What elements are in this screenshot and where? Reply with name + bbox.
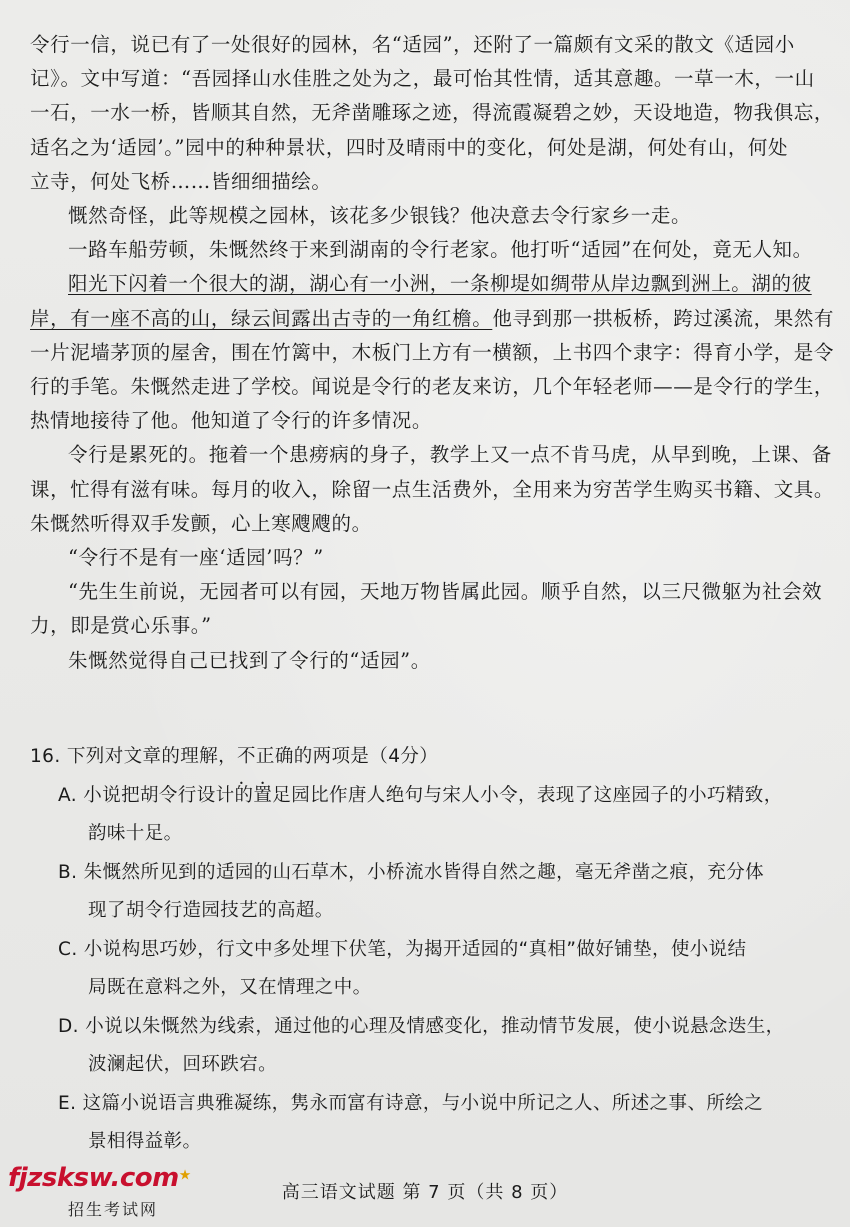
option-e-continued: 景相得益彰。 xyxy=(88,1131,202,1152)
logo-subtitle: 招生考试网 xyxy=(68,1200,159,1219)
option-b xyxy=(30,854,820,893)
page-footer: 高三语文试题 第 7 页（共 8 页） xyxy=(281,1182,569,1203)
option-d xyxy=(30,1008,820,1047)
option-text: 朱慨然所见到的适园的山石草木，小桥流水皆得自然之趣，毫无斧凿之痕，充分体 xyxy=(83,861,765,883)
option-label: E. xyxy=(58,1092,77,1114)
option-label: D. xyxy=(58,1015,79,1037)
passage xyxy=(30,28,835,678)
passage-fragment: 他寻到那一拱板桥，跨过溪流，果然有 xyxy=(492,306,835,330)
passage-line: 令行是累死的。拖着一个患痨病的身子，教学上又一点不肯马虎，从早到晚，上课、备 xyxy=(68,443,832,467)
emphasis-dotted: 不正确 • • xyxy=(237,746,294,767)
passage-line: “令行不是有一座‘适园’吗？” xyxy=(68,546,324,570)
passage-line: 记》。文中写道：“吾园择山水佳胜之处为之，最可怡其性情，适其意趣。一草一木，一山 xyxy=(30,67,815,91)
passage-line: 课，忙得有滋有味。每月的收入，除留一点生活费外，全用来为穷苦学生购买书籍、文具。 xyxy=(30,477,835,501)
passage-line-mixed xyxy=(30,302,835,336)
question-number: 16. xyxy=(30,746,61,767)
logo-wordmark: fjzsksw.com xyxy=(8,1163,179,1193)
passage-line: 适名之为‘适园’。”园中的种种景状，四时及晴雨中的变化，何处是湖，何处有山，何处 xyxy=(30,135,789,159)
passage-line: 慨然奇怪，此等规模之园林，该花多少银钱？他决意去令行家乡一走。 xyxy=(68,204,692,228)
underlined-passage-fragment: 岸，有一座不高的山，绿云间露出古寺的一角红檐。 xyxy=(30,306,493,330)
question-16 xyxy=(30,738,820,1162)
option-text: 小说构思巧妙，行文中多处埋下伏笔，为揭开适园的“真相”做好铺垫，使小说结 xyxy=(83,938,747,960)
passage-line: 力，即是赏心乐事。” xyxy=(30,614,212,638)
passage-line: 立寺，何处飞桥……皆细细描绘。 xyxy=(30,169,332,193)
question-stem-text: 下列对文章的理解， xyxy=(66,746,238,767)
option-b-continued: 现了胡令行造园技艺的高超。 xyxy=(88,900,334,921)
passage-line: 热情地接待了他。他知道了令行的许多情况。 xyxy=(30,409,433,433)
passage-line: 一路车船劳顿，朱慨然终于来到湖南的令行老家。他打听“适园”在何处，竟无人知。 xyxy=(68,238,813,262)
passage-line: 令行一信，说已有了一处很好的园林，名“适园”，还附了一篇颇有文采的散文《适园小 xyxy=(30,33,795,56)
passage-line: 一片泥墙茅顶的屋舍，围在竹篱中，木板门上方有一横额，上书四个隶字：得育小学，是令 xyxy=(30,340,835,364)
option-c xyxy=(30,931,820,970)
passage-line: 行的手笔。朱慨然走进了学校。闻说是令行的老友来访，几个年轻老师——是令行的学生， xyxy=(30,375,835,399)
passage-line: “先生生前说，无园者可以有园，天地万物皆属此园。顺乎自然，以三尺微躯为社会效 xyxy=(68,580,823,604)
star-icon: ★ xyxy=(178,1167,192,1184)
option-c-continued: 局既在意料之外，又在情理之中。 xyxy=(88,977,372,998)
option-d-continued: 波澜起伏，回环跌宕。 xyxy=(88,1054,278,1075)
option-text: 小说把胡令行设计的置足园比作唐人绝句与宋人小令，表现了这座园子的小巧精致， xyxy=(83,784,783,806)
option-label: B. xyxy=(58,861,78,883)
option-a xyxy=(30,777,820,816)
option-text: 小说以朱慨然为线索，通过他的心理及情感变化，推动情节发展，使小说悬念迭生， xyxy=(85,1015,785,1037)
question-stem xyxy=(30,738,820,777)
underlined-passage-line: 阳光下闪着一个很大的湖，湖心有一小洲，一条柳堤如绸带从岸边飘到洲上。湖的彼 xyxy=(68,272,812,296)
passage-line: 朱慨然觉得自己已找到了令行的“适园”。 xyxy=(68,648,431,672)
option-label: A. xyxy=(58,784,78,806)
passage-line: 一石，一水一桥，皆顺其自然，无斧凿雕琢之迹，得流霞凝碧之妙，天设地造，物我俱忘， xyxy=(30,101,835,125)
option-a-continued: 韵味十足。 xyxy=(88,823,183,844)
passage-line: 朱慨然听得双手发颤，心上寒飕飕的。 xyxy=(30,511,372,535)
option-label: C. xyxy=(58,938,78,960)
option-text: 这篇小说语言典雅凝练，隽永而富有诗意，与小说中所记之人、所述之事、所绘之 xyxy=(82,1092,764,1114)
question-stem-text: 的两项是（4分） xyxy=(293,746,439,767)
option-e xyxy=(30,1085,820,1124)
